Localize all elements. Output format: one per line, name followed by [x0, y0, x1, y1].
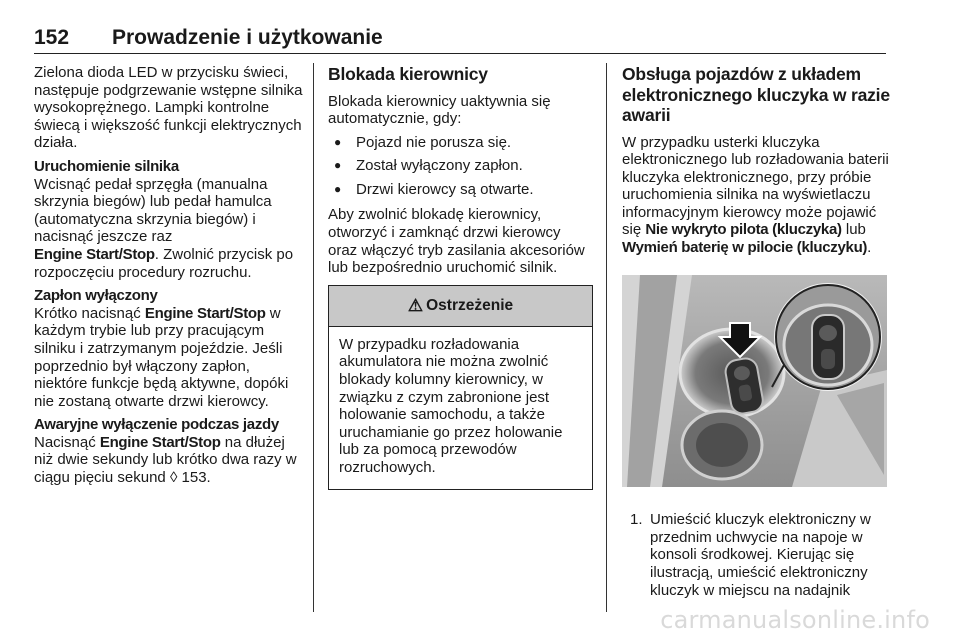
- text: W przypadku usterki kluczyka elektronicznego lub rozładowania baterii kluczyka elektronicznego, przy próbie uruchomienia silnika na wyświetlaczu informacyjnym kierowcy może pojawić się: [622, 133, 889, 239]
- text: w każdym trybie lub przy pracującym silniku i zatrzymanym pojeździe. Jeśli poprzednio był włączony zapłon, niektóre funkcje będą aktywne, dopóki nie zostaną otwarte drzwi kierowcy.: [34, 304, 289, 410]
- release-paragraph: Aby zwolnić blokadę kierownicy, otworzyć i zamknąć drzwi kierowcy oraz włączyć tryb zasilania akcesoriów lub bezpośrednio uruchomić silnik.: [328, 206, 585, 277]
- subheading-engine-start: Uruchomienie silnika: [34, 157, 179, 175]
- step-number: 1.: [630, 511, 643, 529]
- header-rule: [34, 53, 886, 54]
- ignition-off-paragraph: [34, 305, 306, 411]
- list-item: ● Pojazd nie porusza się.: [328, 134, 593, 152]
- text: lub: [841, 221, 866, 239]
- steering-lock-intro: Blokada kierownicy uaktywnia się automatycznie, gdy:: [328, 92, 551, 128]
- steps-list: [622, 511, 892, 599]
- page-number: 152: [34, 26, 70, 49]
- chapter-title: Prowadzenie i użytkowanie: [112, 26, 383, 49]
- list-item: ● Został wyłączony zapłon.: [328, 157, 593, 175]
- warning-title: Ostrzeżenie: [426, 297, 514, 315]
- column-3: [622, 64, 892, 599]
- page-reference[interactable]: 153.: [177, 469, 211, 487]
- text: .: [867, 239, 872, 257]
- intro-paragraph: Zielona dioda LED w przycisku świeci, następuje podgrzewanie wstępne silnika wysokoprężnego. Lampki kontrolne świecą i większość funkcji elektrycznych działa.: [34, 64, 303, 152]
- emergency-shutdown-paragraph: [34, 434, 306, 487]
- engine-start-paragraph: [34, 176, 306, 282]
- column-divider: [313, 63, 314, 612]
- list-item: ● Drzwi kierowcy są otwarte.: [328, 181, 593, 199]
- warning-box: [328, 285, 593, 490]
- text: na dłużej niż dwie sekundy lub krótko dwa razy w ciągu pięciu sekund: [34, 433, 297, 487]
- cupholder-key-illustration: [622, 275, 887, 487]
- text: . Zwolnić przycisk po rozpoczęciu procedury rozruchu.: [34, 245, 294, 281]
- conditions-list: [328, 134, 593, 199]
- message-no-key-detected: Nie wykryto pilota (kluczyka): [645, 221, 842, 239]
- text: Wcisnąć pedał sprzęgła (manualna skrzynia biegów) lub pedał hamulca (automatyczna skrzynia biegów) i nacisnąć jeszcze raz: [34, 175, 272, 246]
- step-1: [622, 511, 892, 599]
- warning-text: W przypadku rozładowania akumulatora nie można zwolnić blokady kolumny kierownicy, w związku z czym zabronione jest holowanie samochodu, a także uruchamianie go przez holowanie lub za pomocą przewodów rozruchowych.: [339, 335, 563, 476]
- step-text: Umieścić kluczyk elektroniczny w przednim uchwycie na napoje w konsoli środkowej. Kierując się ilustracją, umieścić elektroniczny kluczyk w miejscu na nadajnik: [650, 511, 871, 599]
- engine-start-stop-label: Engine Start/Stop: [144, 304, 266, 322]
- page-reference-icon: ◊: [169, 469, 178, 487]
- warning-triangle-icon: ⚠: [407, 296, 424, 316]
- column-1: [34, 64, 306, 493]
- subheading-ignition-off: Zapłon wyłączony: [34, 287, 158, 305]
- column-2: [328, 64, 593, 490]
- message-replace-key-battery: Wymień baterię w pilocie (kluczyku): [622, 239, 868, 257]
- text: Krótko nacisnąć: [34, 304, 145, 322]
- text: Nacisnąć: [34, 433, 100, 451]
- watermark: carmanualsonline.info: [660, 606, 930, 634]
- emergency-key-heading: Obsługa pojazdów z układem elektronicznego kluczyka w razie awarii: [622, 64, 890, 125]
- emergency-key-paragraph: [622, 134, 892, 257]
- page-header: [34, 26, 886, 56]
- engine-start-stop-label: Engine Start/Stop: [34, 245, 155, 263]
- warning-header: [329, 286, 592, 327]
- steering-lock-heading: Blokada kierownicy: [328, 64, 488, 84]
- column-divider: [606, 63, 607, 612]
- subheading-emergency-shutdown: Awaryjne wyłączenie podczas jazdy: [34, 416, 279, 434]
- engine-start-stop-label: Engine Start/Stop: [99, 433, 221, 451]
